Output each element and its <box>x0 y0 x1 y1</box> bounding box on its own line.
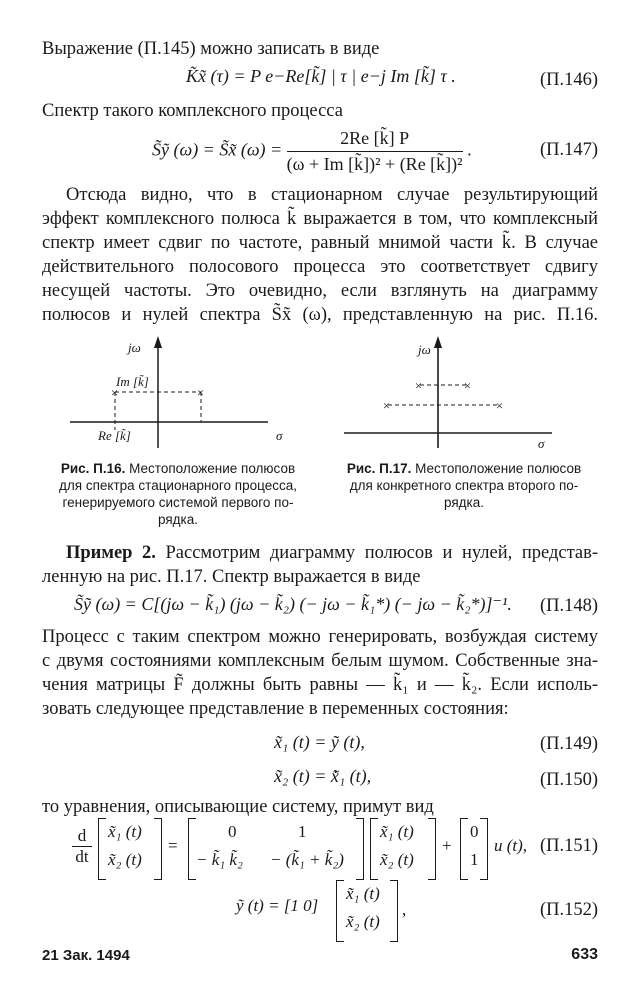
sigma-label: σ <box>538 436 545 451</box>
figure-pole-diagram-17 <box>342 330 572 452</box>
text-line: то уравнения, описывающие систему, примут вид <box>42 797 434 817</box>
sigma-label: σ <box>276 428 283 443</box>
im-label: Im [k̃] <box>116 374 149 389</box>
equation-number: (П.151) <box>539 836 598 856</box>
page-number: 633 <box>571 946 598 963</box>
text-line: Выражение (П.145) можно записать в виде <box>42 39 380 59</box>
pole-marker: × <box>196 385 205 400</box>
re-label: Re [k̃] <box>98 428 131 443</box>
text-line: зовать следующее представление в переменных состояния: <box>42 699 509 719</box>
jw-label: jω <box>418 342 431 357</box>
text-line: эффект комплексного полюса k̃ выражается в том, что комплексный <box>42 209 598 229</box>
pole-marker: × <box>495 398 504 413</box>
figure-caption-17: Рис. П.17. Местоположение полюсов для конкретного спектра второго по- рядка. <box>346 461 582 510</box>
figure-caption-16: Рис. П.16. Местоположение полюсов для спектра стационарного процесса, генерируемого системой первого по- рядка. <box>59 461 297 527</box>
equation-number: (П.146) <box>539 70 598 90</box>
footer-print-info: 21 Зак. 1494 <box>42 947 130 964</box>
derivative-operator: d dt <box>72 826 92 867</box>
equation-146: K̃x̃ (τ) = P e−Re[k̃] | τ | e−j Im [k̃] τ . <box>186 66 456 86</box>
arrow-up-icon <box>154 336 162 348</box>
equation-number: (П.147) <box>539 140 598 160</box>
arrow-up-icon <box>434 336 442 348</box>
equation-148: S̃ỹ (ω) = C[(jω − k̃₁) (jω − k̃₂) (− jω − k̃₁*) (− jω − k̃₂*)]⁻¹. <box>74 594 512 614</box>
pole-marker: × <box>414 378 423 393</box>
text-line: действительного полосового процесса это соответствует сдвигу <box>42 257 598 277</box>
text-line: полюсов и нулей спектра S̃x̃ (ω), представленную на рис. П.16. <box>42 305 598 325</box>
equation-number: (П.150) <box>539 770 598 790</box>
text-line: Отсюда видно, что в стационарном случае результирующий <box>66 185 598 205</box>
jw-label: jω <box>128 340 141 355</box>
equation-147: S̃ỹ (ω) = S̃x̃ (ω) = $\frac{2Re [k̃] P}{\text{(ω + Im [k̃])² + (Re [k̃])²}}$ . <box>152 128 472 174</box>
equation-number: (П.149) <box>539 734 598 754</box>
pole-marker: × <box>382 398 391 413</box>
text-line: с двумя состояниями комплексным белым шумом. Собственные зна- <box>42 651 598 671</box>
equation-150: x̃₂ (t) = x̃̇₁ (t), <box>274 766 372 786</box>
text-line: несущей частоты. Это очевидно, если взглянуть на диаграмму <box>42 281 598 301</box>
equation-number: (П.148) <box>539 596 598 616</box>
text-line: чения матрицы F̃ должны быть равны — k̃₁ и — k̃₂. Если исполь- <box>42 675 598 695</box>
text-line: Процесс с таким спектром можно генерировать, возбуждая систему <box>42 627 598 647</box>
text-line: Пример 2. Рассмотрим диаграмму полюсов и нулей, представ- <box>66 543 598 563</box>
text-line: спектр имеет сдвиг по частоте, равный мнимой части k̃. В случае <box>42 233 598 253</box>
equation-number: (П.152) <box>539 900 598 920</box>
text-line: ленную на рис. П.17. Спектр выражается в виде <box>42 567 421 587</box>
figure-pole-diagram-16 <box>68 330 298 452</box>
text-line: Спектр такого комплексного процесса <box>42 101 343 121</box>
pole-marker: × <box>463 378 472 393</box>
equation-149: x̃₁ (t) = ỹ (t), <box>274 732 365 752</box>
pole-marker: × <box>110 385 119 400</box>
